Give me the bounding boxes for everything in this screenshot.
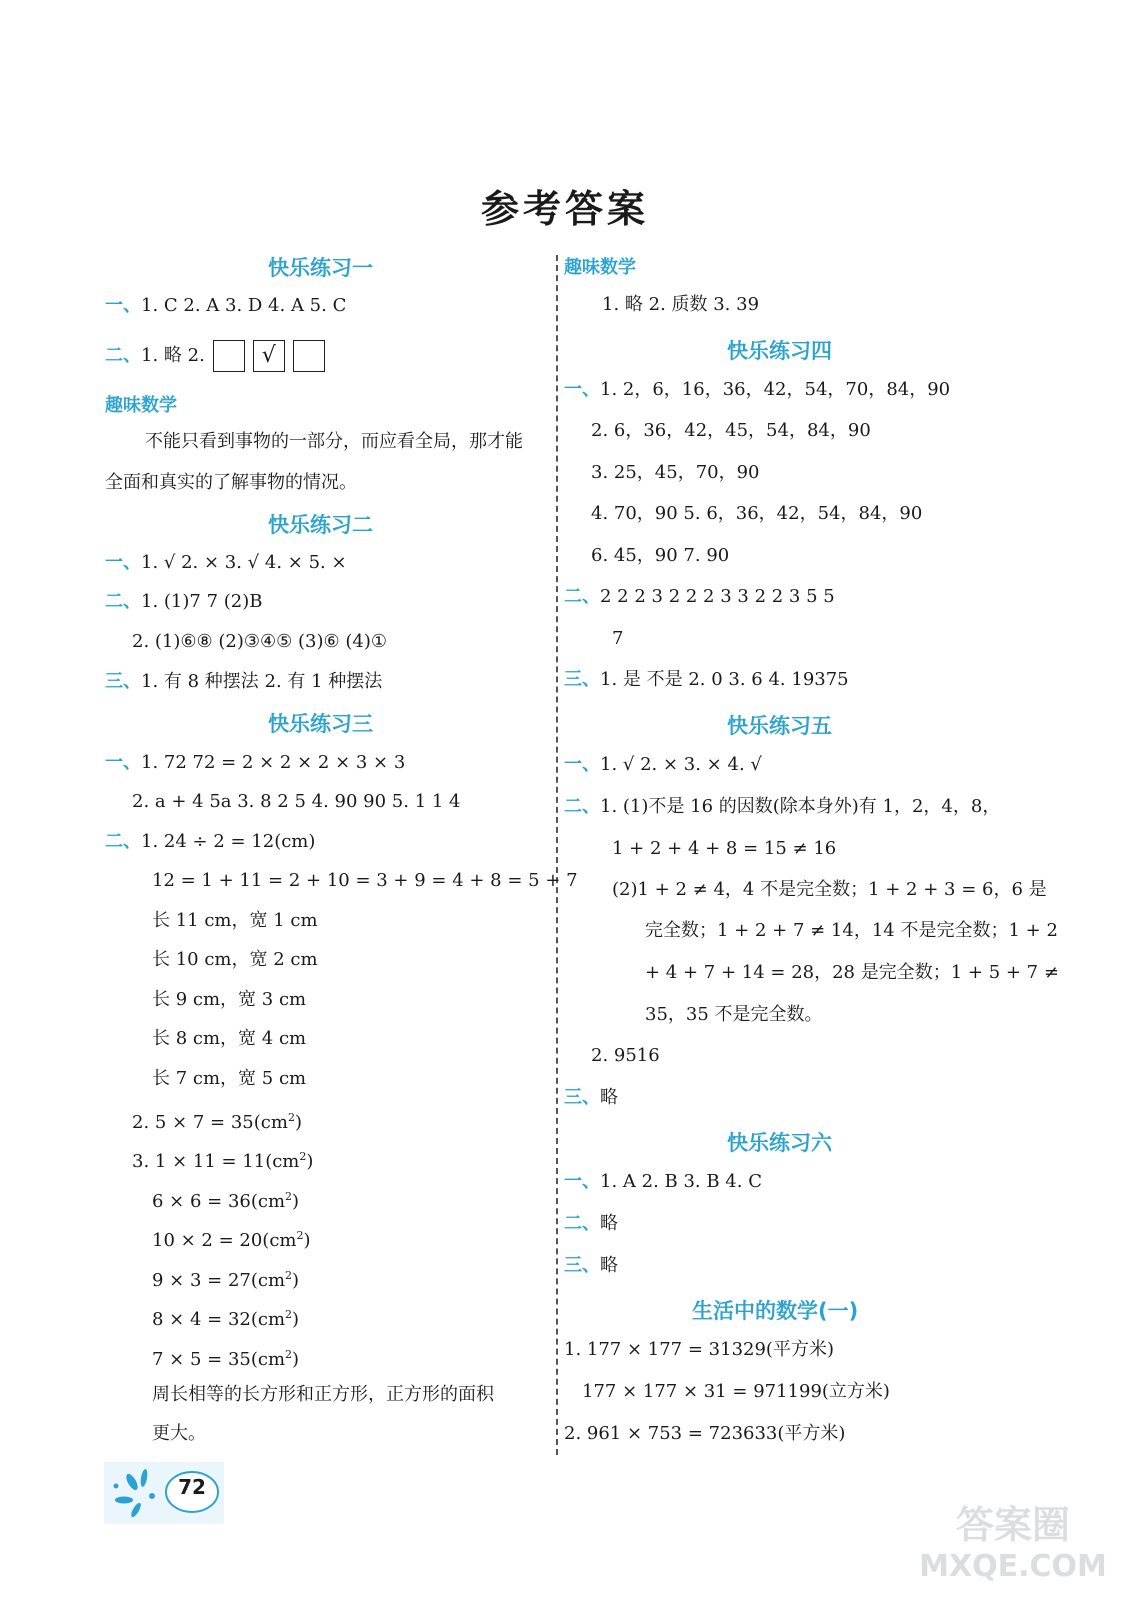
sub-heading: 趣味数学 (564, 257, 636, 278)
answer-text: 8 × 4 = 32(cm (152, 1309, 286, 1330)
section-heading: 快乐练习六 (727, 1131, 832, 1155)
answer-line (564, 1211, 618, 1237)
answer-line: 2. 6，36，42，45，54，84，90 (591, 420, 871, 441)
answer-text: 7 × 5 = 35(cm (152, 1349, 286, 1370)
answer-text: 1. 略 2. (141, 345, 205, 366)
answer-line (564, 752, 762, 778)
answer-line: 35，35 不是完全数。 (645, 1004, 823, 1025)
svg-text:答案圈: 答案圈 (955, 1503, 1071, 1547)
answer-text: 9 × 3 = 27(cm (152, 1270, 286, 1291)
sub-heading: 趣味数学 (105, 395, 177, 416)
paren: ) (306, 1151, 314, 1172)
answer-text: 1. 2，6，16，36，42，54，70，84，90 (600, 379, 951, 400)
item-marker: 一、 (105, 552, 141, 573)
watermark-logo (918, 1496, 1108, 1586)
superscript: 2 (285, 1190, 293, 1203)
superscript: 2 (285, 1348, 293, 1361)
item-marker: 三、 (564, 1255, 600, 1276)
answer-line (564, 667, 849, 693)
answer-line: 长 9 cm，宽 3 cm (152, 989, 307, 1010)
item-marker: 三、 (564, 1087, 600, 1108)
answer-line: 2. 961 × 753 = 723633(平方米) (564, 1423, 846, 1444)
answer-line: 1. 177 × 177 = 31329(平方米) (564, 1339, 834, 1360)
answer-line: 7 (612, 628, 624, 649)
paren: ) (292, 1349, 300, 1370)
answer-line: 4. 70，90 5. 6，36，42，54，84，90 (591, 503, 923, 524)
answer-text: 略 (600, 1213, 618, 1234)
answer-line: 2. (1)⑥⑧ (2)③④⑤ (3)⑥ (4)① (132, 631, 388, 652)
answer-line: + 4 + 7 + 14 = 28，28 是完全数；1 + 5 + 7 ≠ (645, 962, 1059, 983)
answer-text: 1. (1)7 7 (2)B (141, 591, 263, 612)
answer-line: 177 × 177 × 31 = 971199(立方米) (582, 1381, 890, 1402)
answer-line (105, 550, 347, 576)
item-marker: 三、 (105, 671, 141, 692)
answer-text: 6 × 6 = 36(cm (152, 1191, 286, 1212)
answer-line: 长 10 cm，宽 2 cm (152, 949, 318, 970)
section-heading: 快乐练习四 (727, 339, 832, 363)
superscript: 2 (287, 1111, 295, 1124)
answer-line (105, 340, 325, 372)
answer-text: 2. 5 × 7 = 35(cm (132, 1112, 288, 1133)
answer-text: 1. (1)不是 16 的因数(除本身外)有 1，2，4，8， (600, 796, 1001, 817)
checked-answer-box: √ (253, 340, 285, 372)
answer-text: 1. √ 2. × 3. × 4. √ (600, 754, 762, 775)
answer-line: 不能只看到事物的一部分，而应看全局，那才能 (145, 431, 523, 452)
section-heading: 快乐练习五 (727, 714, 832, 738)
answer-line (132, 1105, 302, 1136)
answer-line (152, 1223, 311, 1254)
paren: ) (294, 1112, 302, 1133)
answer-line: (2)1 + 2 ≠ 4，4 不是完全数；1 + 2 + 3 = 6，6 是 (612, 879, 1047, 900)
answer-line (132, 1144, 313, 1175)
answer-line (152, 1184, 299, 1215)
superscript: 2 (285, 1269, 293, 1282)
item-marker: 三、 (564, 669, 600, 690)
answer-line: 3. 25，45，70，90 (591, 462, 760, 483)
answer-line: 1 + 2 + 4 + 8 = 15 ≠ 16 (612, 838, 837, 859)
answer-line (564, 1169, 762, 1195)
item-marker: 一、 (105, 295, 141, 316)
answer-line (152, 1302, 299, 1333)
superscript: 2 (299, 1150, 307, 1163)
answer-line (152, 1342, 299, 1373)
answer-line: 12 = 1 + 11 = 2 + 10 = 3 + 9 = 4 + 8 = 5 + 7 (152, 870, 578, 891)
answer-line: 1. 略 2. 质数 3. 39 (602, 294, 760, 315)
section-heading: 快乐练习一 (268, 256, 373, 280)
answer-line (564, 794, 1000, 820)
answer-line (105, 750, 405, 776)
item-marker: 一、 (564, 379, 600, 400)
answer-line: 2. a + 4 5a 3. 8 2 5 4. 90 90 5. 1 1 4 (132, 791, 461, 812)
item-marker: 二、 (564, 796, 600, 817)
page-title: 参考答案 (480, 186, 649, 231)
svg-text:MXQE.COM: MXQE.COM (919, 1549, 1107, 1584)
answer-text: 3. 1 × 11 = 11(cm (132, 1151, 300, 1172)
answer-line (564, 377, 950, 403)
answer-text: 1. A 2. B 3. B 4. C (600, 1171, 762, 1192)
paren: ) (292, 1270, 300, 1291)
answer-line (152, 1263, 299, 1294)
item-marker: 一、 (564, 1171, 600, 1192)
answer-line (564, 1253, 618, 1279)
answer-line (105, 293, 346, 319)
superscript: 2 (296, 1229, 304, 1242)
answer-line (564, 584, 835, 610)
answer-text: 1. 72 72 = 2 × 2 × 2 × 3 × 3 (141, 752, 406, 773)
superscript: 2 (285, 1308, 293, 1321)
answer-line: 周长相等的长方形和正方形，正方形的面积 (152, 1384, 494, 1405)
answer-line (564, 1085, 618, 1111)
paren: ) (303, 1230, 311, 1251)
paren: ) (292, 1309, 300, 1330)
answer-line: 长 7 cm，宽 5 cm (152, 1068, 307, 1089)
answer-text: 1. C 2. A 3. D 4. A 5. C (141, 295, 347, 316)
section-heading: 快乐练习二 (268, 513, 373, 537)
answer-text: 略 (600, 1087, 618, 1108)
answer-line (105, 829, 315, 855)
answer-text: 1. 24 ÷ 2 = 12(cm) (141, 831, 316, 852)
answer-line: 2. 9516 (591, 1045, 660, 1066)
empty-answer-box (213, 340, 245, 372)
empty-answer-box (293, 340, 325, 372)
answer-text: 2 2 2 3 2 2 2 3 3 2 2 3 5 5 (600, 586, 835, 607)
answer-line: 全面和真实的了解事物的情况。 (105, 472, 357, 493)
item-marker: 二、 (564, 586, 600, 607)
section-heading: 生活中的数学(一) (692, 1299, 859, 1323)
item-marker: 二、 (105, 345, 141, 366)
answer-line (105, 669, 382, 695)
paren: ) (292, 1191, 300, 1212)
answer-line (105, 589, 262, 615)
answer-text: 1. √ 2. × 3. √ 4. × 5. × (141, 552, 347, 573)
item-marker: 二、 (105, 591, 141, 612)
column-divider (556, 255, 558, 1455)
answer-text: 略 (600, 1255, 618, 1276)
answer-text: 1. 是 不是 2. 0 3. 6 4. 19375 (600, 669, 849, 690)
answer-line: 完全数；1 + 2 + 7 ≠ 14，14 不是完全数；1 + 2 (645, 920, 1058, 941)
item-marker: 二、 (105, 831, 141, 852)
section-heading: 快乐练习三 (268, 712, 373, 736)
answer-line: 6. 45，90 7. 90 (591, 545, 730, 566)
item-marker: 二、 (564, 1213, 600, 1234)
answer-text: 10 × 2 = 20(cm (152, 1230, 297, 1251)
item-marker: 一、 (564, 754, 600, 775)
page-number: 72 (178, 1475, 206, 1499)
answer-line: 长 8 cm，宽 4 cm (152, 1028, 307, 1049)
answer-text: 1. 有 8 种摆法 2. 有 1 种摆法 (141, 671, 383, 692)
answer-line: 更大。 (152, 1423, 206, 1444)
answer-line: 长 11 cm，宽 1 cm (152, 910, 318, 931)
item-marker: 一、 (105, 752, 141, 773)
